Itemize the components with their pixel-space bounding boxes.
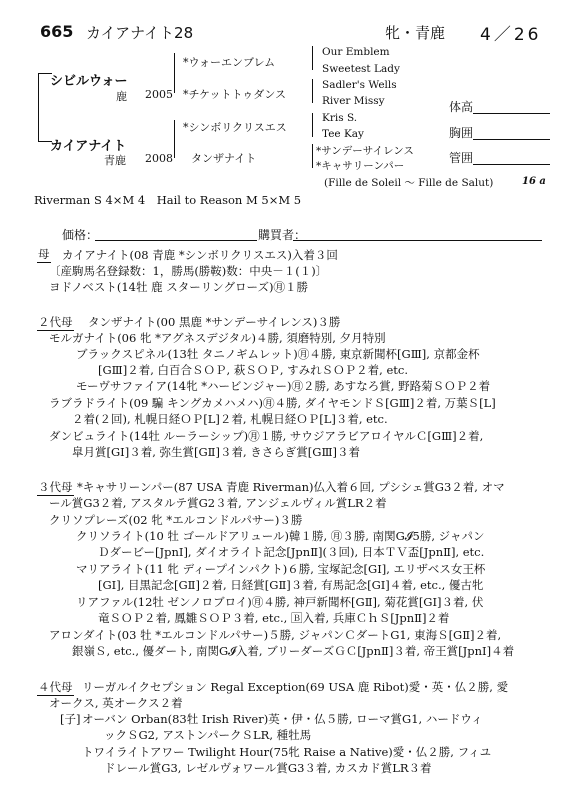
second-dam-produce: ラブラドライト(09 騙 キングカメハメハ)㊊４勝, ダイヤモンドＳ[GⅢ]２着, 万葉Ｓ[L] [49,396,496,410]
dam-year: 2008 [145,152,173,165]
dam-produce: ヨドノベスト(14牡 鹿 スターリングローズ)㊊１勝 [49,280,308,294]
dam-sire-sire: Kris S. [322,112,358,124]
pedigree-bracket [312,46,313,70]
pedigree-bracket [174,53,175,93]
fourth-dam-record: オークス, 英オークス２着 [49,696,183,710]
fourth-dam-produce: ックＳG2, アストンパークＳLR, 種牡馬 [104,728,312,742]
dam-dam-sire: *サンデーサイレンス [316,145,414,157]
chest-field [473,139,550,140]
third-dam-record: ール賞G3２着, アスタルテ賞G2３着, アンジェルヴィル賞LR２着 [49,496,387,510]
offspring-label: [子] [60,712,81,726]
pedigree-bracket [312,113,313,137]
pedigree-bracket [312,79,313,103]
height-label: 体高 [449,100,474,114]
third-dam-produce: クリソプレーズ(02 牝 *エルコンドルパサー)３勝 [49,513,303,527]
third-dam-produce: クリソライト(10 牡 ゴールドアリュール)韓１勝, ㊊３勝, 南関G𝓘5勝, ジャパン [76,529,485,543]
third-dam-produce: 竜ＳＯＰ２着, 鳳雛ＳＯＰ３着, etc., 🄱入着, 兵庫ＣｈＳ[JpnⅡ]２着 [98,611,450,625]
third-dam-record: *キャサリーンパー(87 USA 青鹿 Riverman)仏入着６回, プシシェ賞G3２着, オマ [77,480,505,494]
dam-dam-dam: *キャサリーンパー [316,160,405,172]
second-dam-produce: モーヴサファイア(14牝 *ハービンジャー)㊊２勝, あすなろ賞, 野路菊ＳＯＰ２着 [76,379,491,393]
sale-date: 4／26 [480,25,542,45]
second-dam-head: タンザナイト(00 黒鹿 *サンデーサイレンス)３勝 [88,315,341,329]
buyer-label: 購買者： [258,228,307,242]
chest-label: 胸囲 [449,126,474,140]
inbreeding: Riverman S 4×M 4 Hail to Reason M 5×M 5 [34,193,302,207]
dam-name: カイアナイト [50,139,127,154]
family-note: (Fille de Soleil 〜 Fille de Salut) [324,177,494,189]
price-label: 価格： [62,228,99,242]
pedigree-bracket [174,120,175,158]
section-fourth-dam-mark: ４代母 [38,680,73,694]
sire-sire-sire: Our Emblem [322,46,390,58]
price-field [95,240,257,241]
sire-color: 鹿 [116,90,127,103]
cannon-field [473,164,550,165]
third-dam-produce: 銀嶺Ｓ, etc., 優ダート, 南関G𝓘入着, ブリーダーズＧＣ[JpnⅡ]３着, 帝王賞[JpnⅠ]４着 [72,644,515,658]
third-dam-produce: アロンダイト(03 牡 *エルコンドルパサー)５勝, ジャパンＣダートG1, 東海Ｓ[GⅡ]２着, [49,628,502,642]
catalog-number: 665 [40,22,74,41]
dam-sire: *シンボリクリスエス [183,121,287,134]
sire-dam: *チケットトゥダンス [183,88,287,101]
third-dam-produce: [GⅠ], 目黒記念[GⅡ]２着, 日経賞[GⅡ]３着, 有馬記念[GⅠ]４着, etc., 優古牝 [98,578,484,592]
second-dam-produce: ダンビュライト(14牡 ルーラーシップ)㊊１勝, サウジアラビアロイヤルＣ[GⅢ]２着, [49,429,484,443]
fourth-dam-record: リーガルイクセプション Regal Exception(69 USA 鹿 Ribot)愛・英・仏２勝, 愛 [82,680,509,694]
fourth-dam-produce: オーバン Orban(83牡 Irish River)英・伊・仏５勝, ローマ賞G1, ハードウィ [82,712,483,726]
height-field [473,113,550,114]
second-dam-produce: モルガナイト(06 牝 *アグネスデジタル)４勝, 須磨特別, 夕月特別 [49,331,386,345]
horse-name: カイアナイト28 [86,24,194,42]
third-dam-produce: リアファル(12牡 ゼンノロブロイ)㊊４勝, 神戸新聞杯[GⅡ], 菊花賞[GⅠ]３着, 伏 [76,595,484,609]
sire-sire-dam: Sweetest Lady [322,63,400,75]
cannon-label: 管囲 [449,151,474,165]
section-dam-mark: 母 [38,247,50,261]
family-code: 16 a [522,176,546,187]
dam-record: カイアナイト(08 青鹿 *シンボリクリスエス)入着３回 [62,248,338,262]
section-second-dam-mark: ２代母 [38,315,73,329]
fourth-dam-produce: トワイライトアワー Twilight Hour(75牝 Raise a Native)愛・仏２勝, フィユ [82,745,492,759]
sire-year: 2005 [145,88,173,101]
section-third-dam-mark: ３代母 [38,480,73,494]
third-dam-produce: マリアライト(11 牝 ディープインパクト)６勝, 宝塚記念[GⅠ], エリザベス女王杯 [76,562,486,576]
pedigree-bracket [312,144,313,168]
pedigree-bracket [38,73,39,141]
sire-dam-sire: Sadler's Wells [322,79,397,91]
sex-color: 牝・青鹿 [385,24,446,42]
buyer-field [293,240,542,241]
sire-sire: *ウォーエンブレム [183,56,276,69]
fourth-dam-produce: ドレール賞G3, レゼルヴォワール賞G3３着, カスカド賞LR３着 [104,761,432,775]
second-dam-produce: 皐月賞[GⅠ]３着, 弥生賞[GⅡ]３着, きさらぎ賞[GⅢ]３着 [72,445,361,459]
sire-dam-dam: River Missy [322,95,385,107]
second-dam-produce: ブラックスピネル(13牡 タニノギムレット)㊊４勝, 東京新聞杯[GⅢ], 京都金杯 [76,347,480,361]
dam-color: 青鹿 [104,154,126,167]
second-dam-produce: [GⅢ]２着, 白百合ＳＯＰ, 萩ＳＯＰ, すみれＳＯＰ２着, etc. [98,363,409,377]
dam-produce-summary: 〔産駒馬名登録数：1，勝馬(勝鞍)数：中央－１(１)〕 [49,264,328,278]
dam-sire-dam: Tee Kay [322,128,364,140]
third-dam-produce: Ｄダービー[JpnⅠ], ダイオライト記念[JpnⅡ](３回), 日本ＴＶ盃[JpnⅡ], etc. [98,545,485,559]
dam-dam: タンザナイト [191,152,257,165]
second-dam-produce: ２着(２回), 札幌日経ＯＰ[L]２着, 札幌日経ＯＰ[L]３着, etc. [72,412,388,426]
sire-name: シビルウォー [50,74,128,89]
